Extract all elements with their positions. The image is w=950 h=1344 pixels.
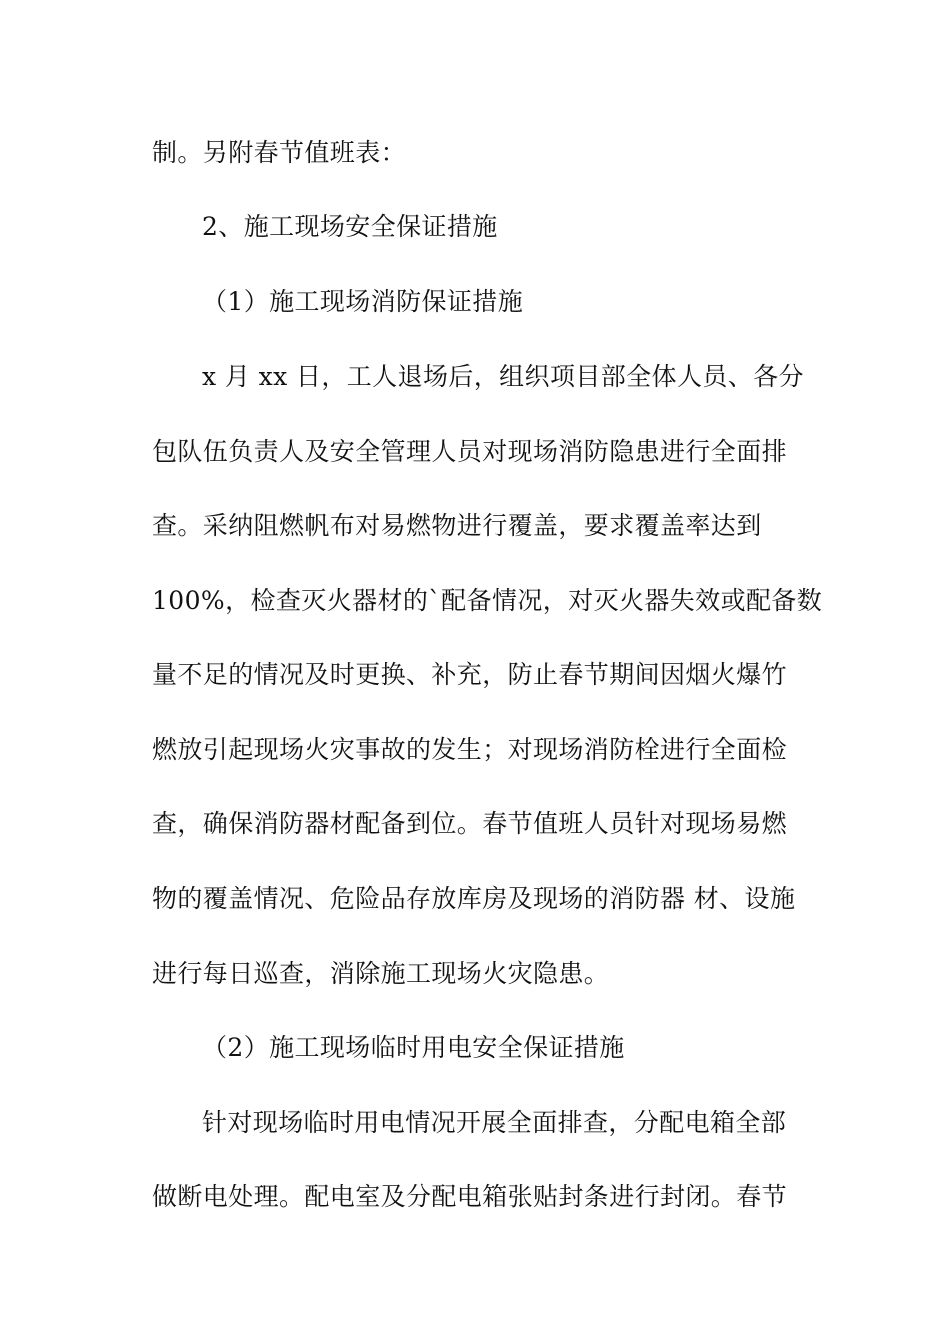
paragraph-line: 燃放引起现场火灾事故的发生；对现场消防栓进行全面检 <box>152 735 788 764</box>
paragraph-line: 查。采纳阻燃帆布对易燃物进行覆盖，要求覆盖率达到 <box>152 511 762 540</box>
section-heading: 2、施工现场安全保证措施 <box>202 212 498 241</box>
subsection-heading: （1）施工现场消防保证措施 <box>202 287 524 316</box>
paragraph-line: 物的覆盖情况、危险品存放库房及现场的消防器 材、设施 <box>152 884 796 913</box>
paragraph-line: 进行每日巡查，消除施工现场火灾隐患。 <box>152 959 610 988</box>
text-line: 制。另附春节值班表： <box>152 138 407 167</box>
paragraph-line: 包队伍负责人及安全管理人员对现场消防隐患进行全面排 <box>152 437 788 466</box>
paragraph-line: 做断电处理。配电室及分配电箱张贴封条进行封闭。春节 <box>152 1182 788 1211</box>
paragraph-line: x 月 xx 日，工人退场后，组织项目部全体人员、各分 <box>202 362 804 391</box>
paragraph-line: 量不足的情况及时更换、补充，防止春节期间因烟火爆竹 <box>152 660 788 689</box>
subsection-heading: （2）施工现场临时用电安全保证措施 <box>202 1033 625 1062</box>
paragraph-line: 查，确保消防器材配备到位。春节值班人员针对现场易燃 <box>152 809 788 838</box>
paragraph-line: 针对现场临时用电情况开展全面排查，分配电箱全部 <box>202 1108 787 1137</box>
paragraph-line: 100%，检查灭火器材的`配备情况，对灭火器失效或配备数 <box>152 586 823 615</box>
